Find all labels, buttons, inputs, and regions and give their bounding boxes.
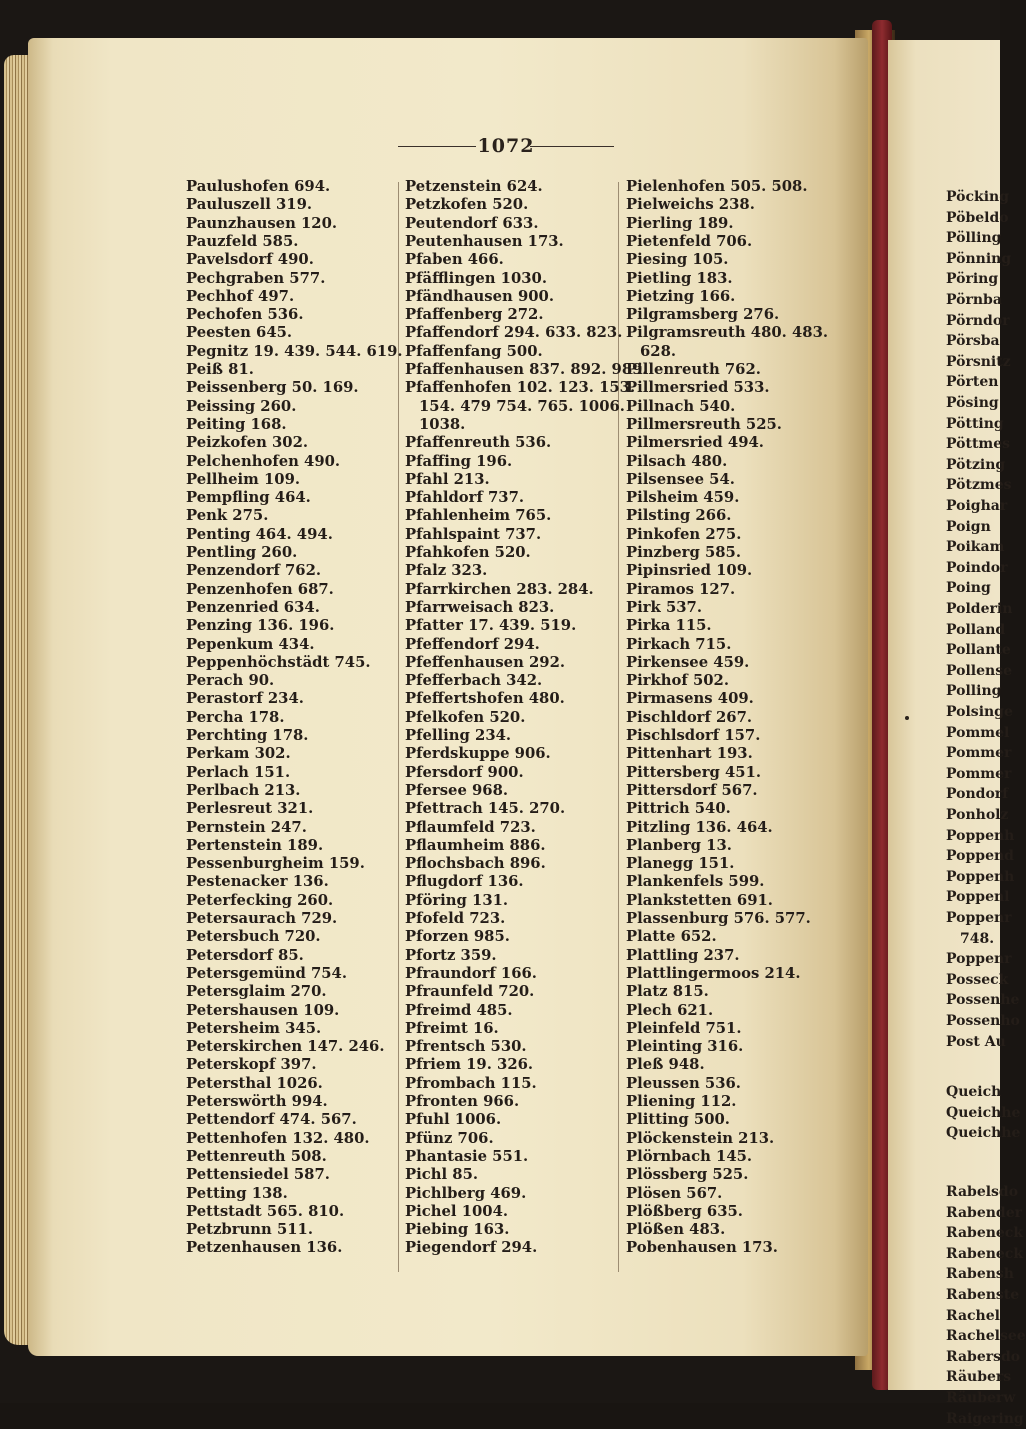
index-entry: Pauluszell 319. [186, 196, 313, 214]
index-entry: Poighar [946, 498, 1008, 514]
index-entry: Pfahlenheim 765. [405, 507, 552, 525]
index-entry: Planberg 13. [626, 836, 732, 854]
index-entry: Pinkofen 275. [626, 525, 742, 543]
index-entry: Pirkensee 459. [626, 653, 750, 671]
index-entry: Pischldorf 267. [626, 708, 753, 726]
index-entry: Poppenl [946, 889, 1010, 906]
index-entry: Peterskirchen 147. 246. [186, 1038, 385, 1056]
index-entry: Pfraunfeld 720. [405, 983, 535, 1001]
page-number: 1072 [477, 135, 535, 157]
index-entry: Plankstetten 691. [626, 891, 773, 909]
index-entry: Percha 178. [186, 708, 285, 726]
index-entry: Ponholz [946, 807, 1009, 823]
index-entry: Pessenburgheim 159. [186, 855, 365, 873]
index-entry: Pfahl 213. [405, 470, 490, 488]
index-entry: Piegendorf 294. [405, 1239, 538, 1257]
index-entry: Pollense [946, 662, 1013, 679]
column-divider [618, 182, 619, 1272]
index-entry: Penting 464. 494. [186, 525, 333, 543]
index-entry: Pelchenhofen 490. [186, 452, 341, 470]
index-entry: Planegg 151. [626, 855, 735, 873]
index-entry: Pflochsbach 896. [405, 855, 546, 873]
index-entry: Pöttmes [946, 436, 1011, 453]
index-entry: Perlesreut 321. [186, 800, 314, 818]
index-entry: Petersdorf 85. [186, 946, 304, 964]
index-entry: Pellheim 109. [186, 470, 301, 488]
index-entry: Pittenhart 193. [626, 745, 753, 763]
index-entry: Pilgramsberg 276. [626, 306, 780, 324]
index-entry: Petting 138. [186, 1184, 288, 1202]
index-entry: Piebing 163. [405, 1221, 510, 1239]
index-entry: Pettendorf 474. 567. [186, 1111, 357, 1129]
index-entry: Pegnitz 19. 439. 544. 619. [186, 342, 403, 360]
index-entry: Possenho [946, 1013, 1020, 1029]
index-entry: Pauzfeld 585. [186, 232, 299, 250]
index-entry: Pettstadt 565. 810. [186, 1202, 345, 1220]
index-entry: Pfeffendorf 294. [405, 635, 540, 653]
index-entry: Plösen 567. [626, 1184, 723, 1202]
index-entry: Pirkhof 502. [626, 672, 729, 690]
index-entry: Pfettrach 145. 270. [405, 800, 566, 818]
index-entry: Pobenhausen 173. [626, 1239, 778, 1257]
index-entry: Rabeneck [946, 1245, 1024, 1262]
index-entry: Peiß 81. [186, 361, 254, 378]
index-entry: Pörnba [946, 292, 1002, 308]
index-entry: Pfalz 323. [405, 562, 488, 580]
index-entry: Peesten 645. [186, 324, 293, 342]
index-entry: Pönning [946, 250, 1012, 267]
index-entry: Petzenhausen 136. [186, 1239, 343, 1257]
index-entry: Pielenhofen 505. 508. [626, 178, 808, 195]
index-entry: Pestenacker 136. [186, 873, 329, 891]
index-entry: Pietenfeld 706. [626, 232, 753, 250]
index-entry: Pfrentsch 530. [405, 1038, 527, 1056]
index-entry: Raigering [946, 1410, 1024, 1427]
index-entry: Petersgemünd 754. [186, 964, 347, 982]
index-entry: Pforzen 985. [405, 928, 510, 946]
index-entry: Platte 652. [626, 928, 717, 946]
index-entry: Platz 815. [626, 983, 709, 1001]
index-entry: Pfersee 968. [405, 781, 509, 799]
index-entry: Pötzmes [946, 477, 1012, 494]
index-entry: Petersbuch 720. [186, 928, 321, 946]
index-entry: Poikam [946, 539, 1005, 556]
index-entry: Pichl 85. [405, 1166, 479, 1184]
index-entry: Pferdskuppe 906. [405, 745, 551, 763]
index-entry: Plech 621. [626, 1001, 714, 1019]
index-entry: Pilgramsreuth 480. 483. [626, 324, 829, 342]
index-entry: Pöring [946, 271, 999, 288]
index-entry: Pfaffenreuth 536. [405, 434, 552, 452]
index-entry: Pfefferbach 342. [405, 672, 543, 690]
index-entry: Pfahkofen 520. [405, 544, 531, 561]
index-entry: Pleinfeld 751. [626, 1019, 742, 1037]
index-entry: Plößberg 635. [626, 1202, 743, 1220]
index-entry: Plattling 237. [626, 946, 740, 964]
index-entry: Possenhe [946, 992, 1020, 1009]
index-entry: Penzing 136. 196. [186, 617, 335, 635]
index-entry: Plöckenstein 213. [626, 1129, 775, 1147]
index-entry: Pfronten 966. [405, 1093, 520, 1110]
index-entry: Peizkofen 302. [186, 434, 309, 452]
index-entry: 154. 479 754. 765. 1006. [419, 397, 625, 415]
index-entry: Plößen 483. [626, 1221, 726, 1239]
index-entry: Pichel 1004. [405, 1202, 509, 1220]
index-entry: Pilsensee 54. [626, 470, 735, 488]
index-entry: Penzenried 634. [186, 598, 320, 616]
index-entry: Queichhe [946, 1125, 1021, 1142]
index-entry: Pfortz 359. [405, 946, 497, 964]
index-entry: Petzkofen 520. [405, 196, 529, 214]
index-entry: Pirk 537. [626, 598, 702, 616]
index-entry: Pfrombach 115. [405, 1074, 537, 1092]
index-entry: Pötting [946, 415, 1004, 432]
index-entry: Polling [946, 683, 1002, 700]
index-entry: Polderin [946, 601, 1013, 617]
index-entry: Pilsach 480. [626, 452, 728, 470]
index-entry: Pommel [946, 724, 1010, 741]
index-entry: Poppenh [946, 868, 1015, 885]
index-entry: Piesing 105. [626, 251, 729, 269]
index-entry: Queichhe [946, 1104, 1021, 1121]
index-entry: Pfatter 17. 439. 519. [405, 617, 577, 635]
index-entry: Perach 90. [186, 672, 275, 690]
index-entry: Pötzing [946, 456, 1006, 473]
index-entry: Pöbeldo [946, 209, 1009, 226]
index-entry: Rabensh [946, 1266, 1014, 1283]
index-entry: Pillnach 540. [626, 397, 736, 415]
index-entry: Plassenburg 576. 577. [626, 910, 811, 927]
index-entry: Pillmersreuth 525. [626, 415, 782, 433]
index-entry: Pfelling 234. [405, 727, 512, 744]
index-entry: Pechofen 536. [186, 306, 304, 324]
index-entry: Räubers [946, 1369, 1012, 1386]
index-entry: Pfünz 706. [405, 1129, 494, 1147]
index-entry: 628. [640, 342, 677, 360]
index-entry: Rabersdo [946, 1348, 1021, 1365]
index-entry: Pörten [946, 374, 999, 391]
index-entry: Poindor [946, 559, 1008, 576]
index-entry: Pfriem 19. 326. [405, 1056, 534, 1074]
index-entry: Paunzhausen 120. [186, 214, 338, 232]
index-entry: 748. [960, 930, 995, 947]
index-entry: Polsinge [946, 704, 1013, 720]
index-entry: Pfaben 466. [405, 251, 504, 269]
index-entry: Pfahlspaint 737. [405, 525, 542, 543]
index-entry: Pflugdorf 136. [405, 873, 524, 891]
index-entry: Pflaumfeld 723. [405, 818, 536, 836]
index-entry: Pepenkum 434. [186, 635, 315, 653]
index-entry: Perlbach 213. [186, 781, 301, 799]
index-entry: Petzbrunn 511. [186, 1221, 313, 1239]
index-entry: Pondorf [946, 786, 1009, 803]
index-entry: Pechgraben 577. [186, 269, 326, 287]
index-entry: Poing [946, 580, 991, 597]
index-entry: Petersheim 345. [186, 1019, 322, 1037]
index-entry: Pipinsried 109. [626, 562, 753, 580]
index-entry: Pfaffenberg 272. [405, 306, 544, 324]
index-entry: Peutenhausen 173. [405, 232, 564, 250]
index-entry: Pietzing 166. [626, 287, 736, 305]
index-entry: Pischlsdorf 157. [626, 727, 761, 744]
index-entry: Perlach 151. [186, 763, 291, 781]
index-entry: Pommer [946, 745, 1012, 762]
index-entry: Pfaffenfang 500. [405, 342, 543, 360]
index-entry: Pfaffendorf 294. 633. 823. [405, 324, 623, 342]
index-entry: Perkam 302. [186, 745, 291, 763]
index-entry: Plörnbach 145. [626, 1147, 753, 1165]
index-entry: Pittrich 540. [626, 800, 731, 818]
index-entry: Pilmersried 494. [626, 434, 764, 452]
index-entry: Pillmersried 533. [626, 379, 770, 397]
index-entry: Plössberg 525. [626, 1166, 749, 1184]
index-entry: Peissing 260. [186, 397, 297, 415]
index-entry: Peiting 168. [186, 415, 287, 433]
index-entry: Pfersdorf 900. [405, 763, 524, 781]
index-entry: Pölling [946, 230, 1002, 247]
index-entry: Pfaffing 196. [405, 452, 513, 470]
index-entry: Pierling 189. [626, 214, 734, 232]
index-entry: Queich [946, 1084, 1002, 1101]
index-entry: Rabeneck [946, 1225, 1024, 1242]
index-entry: Poppend [946, 848, 1014, 865]
index-entry: Pfändhausen 900. [405, 287, 554, 305]
index-entry: Poppenr [946, 951, 1012, 968]
index-entry: Pörndor [946, 312, 1010, 329]
index-entry: Post Au [946, 1033, 1006, 1050]
index-entry: Pettensiedel 587. [186, 1166, 330, 1184]
index-entry: Perastorf 234. [186, 690, 304, 708]
index-entry: Peissenberg 50. 169. [186, 379, 359, 397]
index-entry: Pföring 131. [405, 891, 509, 909]
index-entry: Pirka 115. [626, 617, 712, 635]
index-entry: Pielweichs 238. [626, 196, 755, 214]
index-entry: Peppenhöchstädt 745. [186, 653, 371, 671]
index-entry: Pfelkofen 520. [405, 708, 526, 726]
index-entry: Pavelsdorf 490. [186, 251, 314, 269]
index-entry: Rabenste [946, 1287, 1020, 1303]
index-entry: Posseck [946, 971, 1009, 988]
index-entry: Plattlingermoos 214. [626, 964, 801, 982]
index-entry: Petersaurach 729. [186, 910, 338, 927]
index-entry: Perchting 178. [186, 727, 309, 744]
index-entry: Pörsba [946, 333, 1000, 350]
index-entry: Pfofeld 723. [405, 910, 506, 927]
index-entry: Plankenfels 599. [626, 873, 765, 891]
index-entry: Rabender [946, 1204, 1022, 1221]
index-entry: Pfarrweisach 823. [405, 598, 555, 616]
index-entry: Pechhof 497. [186, 287, 295, 305]
index-entry: Pfaffenhausen 837. 892. 989. [405, 361, 648, 378]
index-entry: Pösing [946, 395, 999, 411]
index-entry: 1038. [419, 415, 466, 433]
ink-dot [905, 716, 909, 720]
index-entry: Pittersdorf 567. [626, 781, 758, 799]
index-entry: Paulushofen 694. [186, 178, 331, 195]
index-entry: Pfäfflingen 1030. [405, 269, 547, 287]
index-entry: Pitzling 136. 464. [626, 818, 773, 836]
index-entry: Penk 275. [186, 507, 269, 525]
index-entry: Pfeffenhausen 292. [405, 653, 566, 671]
index-entry: Pfreimd 485. [405, 1001, 513, 1019]
index-entry: Pollante [946, 642, 1011, 659]
index-entry: Pettenreuth 508. [186, 1147, 327, 1165]
index-entry: Pfreimt 16. [405, 1019, 499, 1037]
index-entry: Pilsheim 459. [626, 489, 740, 507]
index-entry: Pittersberg 451. [626, 763, 762, 781]
index-entry: Poppenh [946, 827, 1015, 844]
index-entry: Pettenhofen 132. 480. [186, 1129, 370, 1147]
index-entry: Pentling 260. [186, 544, 298, 561]
index-entry: Poign [946, 518, 991, 535]
index-entry: Peterswörth 994. [186, 1093, 328, 1110]
index-entry: Räuberw [946, 1390, 1016, 1406]
index-entry: Pöcking [946, 189, 1009, 205]
index-entry: Pleß 948. [626, 1056, 705, 1074]
index-entry: Peterskopf 397. [186, 1056, 317, 1074]
index-entry: Pflaumheim 886. [405, 836, 546, 854]
index-entry: Pietling 183. [626, 269, 733, 287]
index-entry: Pertenstein 189. [186, 836, 324, 854]
index-entry: Polland [946, 621, 1006, 638]
index-entry: Penzenhofen 687. [186, 580, 334, 598]
index-entry: Penzendorf 762. [186, 562, 322, 580]
index-entry: Rabelsdo [946, 1184, 1019, 1200]
index-entry: Pfeffertshofen 480. [405, 690, 565, 708]
index-entry: Pirkach 715. [626, 635, 732, 653]
index-entry: Pfuhl 1006. [405, 1111, 502, 1129]
index-entry: Pörsnitz [946, 353, 1011, 370]
index-entry: Pliening 112. [626, 1093, 737, 1110]
index-entry: Pfarrkirchen 283. 284. [405, 580, 594, 598]
index-entry: Pleinting 316. [626, 1038, 744, 1056]
index-entry: Pfaffenhofen 102. 123. 153. [405, 379, 636, 397]
index-entry: Poppenr [946, 910, 1012, 926]
index-entry: Pinzberg 585. [626, 544, 742, 561]
index-entry: Peutendorf 633. [405, 214, 539, 232]
index-entry: Petersglaim 270. [186, 983, 327, 1001]
index-entry: Peterfecking 260. [186, 891, 334, 909]
index-entry: Rachel [946, 1307, 1000, 1324]
index-entry: Pillenreuth 762. [626, 361, 761, 378]
index-entry: Pempfling 464. [186, 489, 311, 507]
index-entry: Phantasie 551. [405, 1147, 529, 1165]
index-entry: Plitting 500. [626, 1111, 730, 1129]
index-entry: Pommer [946, 765, 1012, 782]
index-entry: Piramos 127. [626, 580, 736, 598]
index-entry: Pleussen 536. [626, 1074, 741, 1092]
index-entry: Petersthal 1026. [186, 1074, 323, 1092]
index-entry: Pfahldorf 737. [405, 489, 525, 507]
index-entry: Petzenstein 624. [405, 178, 543, 195]
index-entry: Rachelsee [946, 1328, 1026, 1345]
index-entry: Petershausen 109. [186, 1001, 340, 1019]
index-entry: Pernstein 247. [186, 818, 307, 836]
index-entry: Pirmasens 409. [626, 690, 754, 708]
index-entry: Pfraundorf 166. [405, 964, 537, 982]
index-entry: Pichlberg 469. [405, 1184, 527, 1202]
index-entry: Pilsting 266. [626, 507, 732, 525]
